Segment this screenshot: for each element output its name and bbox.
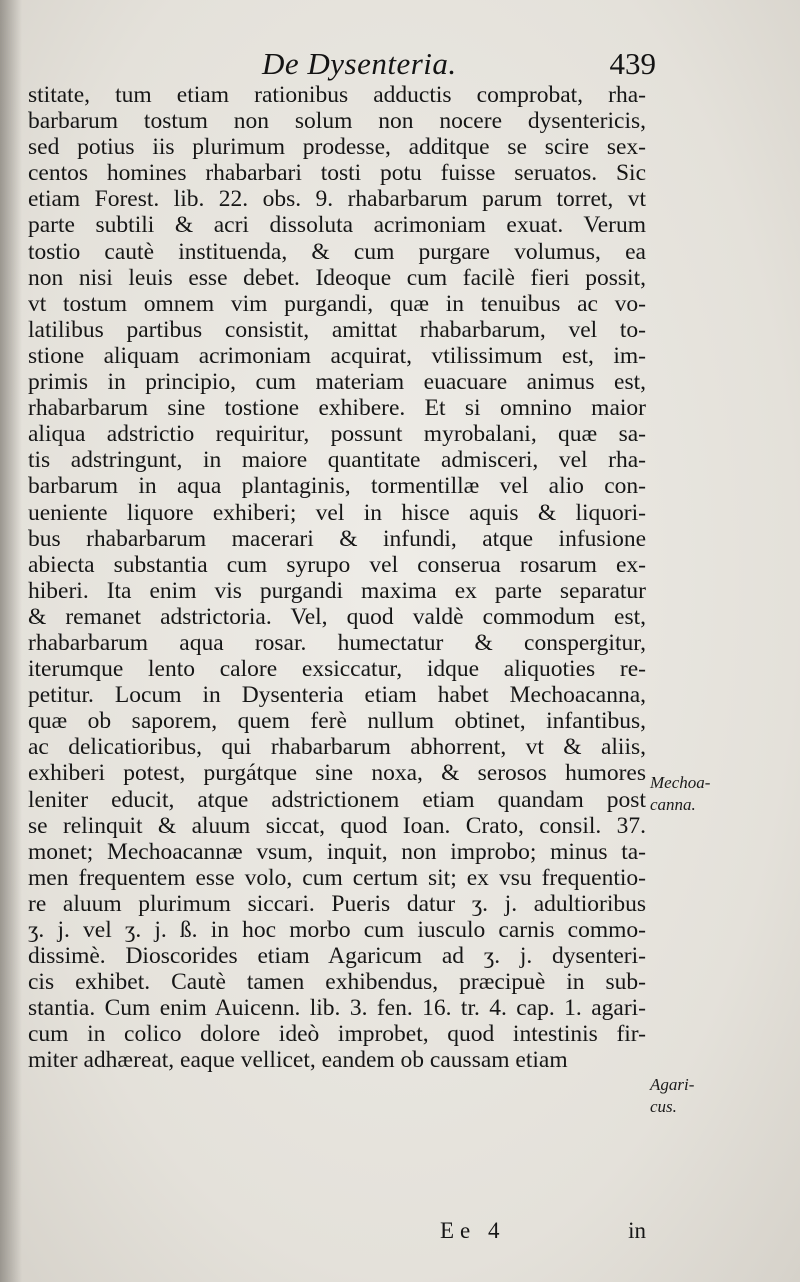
margin-note-line: Mechoa- <box>650 773 711 792</box>
margin-note-line: canna. <box>650 795 696 814</box>
margin-note-line: cus. <box>650 1097 677 1116</box>
margin-note-agaricus <box>650 1074 760 1118</box>
text-line: etiam Forest. lib. 22. obs. 9. rhabarbarum parum torret, vt <box>28 186 646 213</box>
text-line: stantia. Cum enim Auicenn. lib. 3. fen. 16. tr. 4. cap. 1. agari- <box>28 995 646 1022</box>
page-header <box>250 46 656 86</box>
gutter-shadow <box>0 0 22 1282</box>
text-line: dissimè. Dioscorides etiam Agaricum ad ʒ. j. dysenteri- <box>28 943 646 970</box>
text-line: vt tostum omnem vim purgandi, quæ in tenuibus ac vo- <box>28 290 646 317</box>
text-line: ʒ. j. vel ʒ. j. ß. in hoc morbo cum iusculo carnis commo- <box>28 917 646 943</box>
text-line: re aluum plurimum siccari. Pueris datur ʒ. j. adultioribus <box>28 890 646 917</box>
text-line: stitate, tum etiam rationibus adductis comprobat, rha- <box>28 82 646 108</box>
text-line: miter adhæreat, eaque vellicet, eandem ob caussam etiam <box>28 1047 568 1074</box>
signature-mark: Ee 4 <box>440 1218 506 1243</box>
text-line: ueniente liquore exhiberi; vel in hisce aquis & liquori- <box>28 499 646 526</box>
catchword: in <box>628 1218 646 1243</box>
text-line: ac delicatioribus, qui rhabarbarum abhorrent, vt & aliis, <box>28 734 646 761</box>
text-line: primis in principio, cum materiam euacuare animus est, <box>28 369 646 396</box>
text-line: tostio cautè instituenda, & cum purgare volumus, ea <box>28 238 646 265</box>
text-line: iterumque lento calore exsiccatur, idque aliquoties re- <box>28 656 646 683</box>
text-line: cum in colico dolore ideò improbet, quod intestinis fir- <box>28 1021 646 1048</box>
text-line: monet; Mechoacannæ vsum, inquit, non improbo; minus ta- <box>28 838 646 865</box>
body-text <box>28 82 646 1074</box>
text-line: leniter educit, atque adstrictionem etiam quandam post <box>28 786 646 813</box>
text-line: barbarum in aqua plantaginis, tormentillæ vel alio con- <box>28 473 646 500</box>
text-line: non nisi leuis esse debet. Ideoque cum facilè fieri possit, <box>28 264 646 291</box>
running-title: De Dysenteria. <box>262 46 457 81</box>
text-line: latilibus partibus consistit, amittat rhabarbarum, vel to- <box>28 316 646 343</box>
text-line: cis exhibet. Cautè tamen exhibendus, præcipuè in sub- <box>28 969 646 996</box>
text-line: men frequentem esse volo, cum certum sit; ex vsu frequentio- <box>28 864 646 891</box>
text-line: quæ ob saporem, quem ferè nullum obtinet, infantibus, <box>28 708 646 735</box>
text-line: exhiberi potest, purgátque sine noxa, & serosos humores <box>28 760 646 787</box>
page-footer <box>28 1218 646 1248</box>
text-line: centos homines rhabarbari tosti potu fuisse seruatos. Sic <box>28 160 646 187</box>
text-line: bus rhabarbarum macerari & infundi, atque infusione <box>28 525 646 552</box>
text-line: rhabarbarum aqua rosar. humectatur & conspergitur, <box>28 629 646 656</box>
margin-note-line: Agari- <box>650 1075 695 1094</box>
text-line: hiberi. Ita enim vis purgandi maxima ex parte separatur <box>28 577 646 604</box>
text-line: parte subtili & acri dissoluta acrimoniam exuat. Verum <box>28 212 646 239</box>
text-line: petitur. Locum in Dysenteria etiam habet Mechoacanna, <box>28 682 646 709</box>
text-line: sed potius iis plurimum prodesse, additque se scire sex- <box>28 134 646 161</box>
text-line: aliqua adstrictio requiritur, possunt myrobalani, quæ sa- <box>28 421 646 448</box>
text-line: abiecta substantia cum syrupo vel conserua rosarum ex- <box>28 551 646 578</box>
margin-note-mechoacanna <box>650 772 760 816</box>
text-line: se relinquit & aluum siccat, quod Ioan. Crato, consil. 37. <box>28 812 646 839</box>
text-line: rhabarbarum sine tostione exhibere. Et si omnino maior <box>28 395 646 422</box>
text-line: & remanet adstrictoria. Vel, quod valdè commodum est, <box>28 603 646 630</box>
page-number: 439 <box>609 46 656 81</box>
text-line: stione aliquam acrimoniam acquirat, vtilissimum est, im- <box>28 342 646 369</box>
text-line: barbarum tostum non solum non nocere dysentericis, <box>28 108 646 135</box>
text-line: tis adstringunt, in maiore quantitate admisceri, vel rha- <box>28 447 646 474</box>
